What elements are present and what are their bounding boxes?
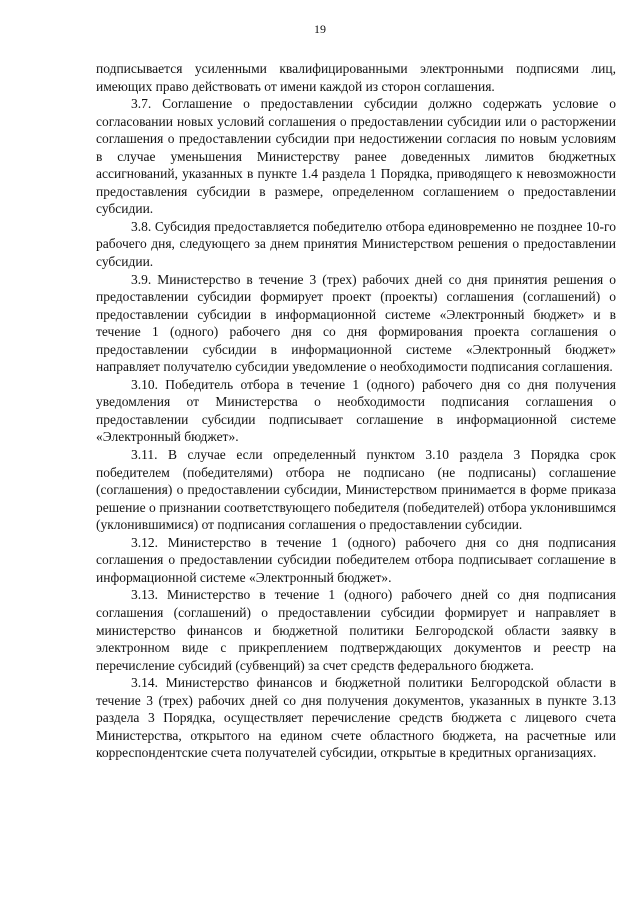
paragraph-3-7: 3.7. Соглашение о предоставлении субсидии должно содержать условие о согласовании новых условий соглашения о предоставлении субсидии или о расторжении соглашения о предоставлении субсидии при недостижении согласия по новым условиям в случае уменьшения Министерству ранее доведенных лимитов бюджетных ассигнований, указанных в пункте 1.4 раздела 1 Порядка, приводящего к невозможности предоставления субсидии в размере, определенном соглашением о предоставлении субсидии. [96,96,616,217]
paragraph-3-8: 3.8. Субсидия предоставляется победителю отбора единовременно не позднее 10-го рабочего дня, следующего за днем принятия Министерством решения о предоставлении субсидии. [96,218,616,270]
paragraph-3-14: 3.14. Министерство финансов и бюджетной политики Белгородской области в течение 3 (трех) рабочих дней со дня получения документов, указанных в пункте 3.13 раздела 3 Порядка, осуществляет перечисление средств бюджета с лицевого счета Министерства, открытого на едином счете областного бюджета, на расчетные или корреспондентские счета получателей субсидии, открытые в кредитных организациях. [96,675,616,761]
paragraph-3-13: 3.13. Министерство в течение 1 (одного) рабочего дней со дня подписания соглашения (соглашений) о предоставлении субсидии формирует и направляет в министерство финансов и бюджетной политики Белгородской области заявку в электронном виде с прикреплением подтверждающих документов и реестр на перечисление субсидий (субвенций) за счет средств федерального бюджета. [96,587,616,673]
paragraph-3-9: 3.9. Министерство в течение 3 (трех) рабочих дней со дня принятия решения о предоставлении субсидии формирует проект (проекты) соглашения (соглашений) о предоставлении субсидии в информационной системе «Электронный бюджет» и в течение 1 (одного) рабочего дня со дня формирования проекта соглашения о предоставлении субсидии в информационной системе «Электронный бюджет» направляет получателю субсидии уведомление о необходимости подписания соглашения. [96,271,616,375]
document-body [96,60,616,762]
paragraph-3-10: 3.10. Победитель отбора в течение 1 (одного) рабочего дня со дня получения уведомления от Министерства о необходимости подписания соглашения о предоставлении субсидии подписывает соглашение в информационной системе «Электронный бюджет». [96,376,616,445]
paragraph-3-11: 3.11. В случае если определенный пунктом 3.10 раздела 3 Порядка срок победителем (победителями) отбора не подписано (не подписаны) соглашение (соглашения) о предоставлении субсидии, Министерством принимается в форме приказа решение о признании соответствующего победителя (победителей) отбора уклонившимся (уклонившимися) от подписания соглашения о предоставлении субсидии. [96,447,616,533]
paragraph-3-12: 3.12. Министерство в течение 1 (одного) рабочего дня со дня подписания соглашения о предоставлении субсидии победителем отбора подписывает соглашение в информационной системе «Электронный бюджет». [96,534,616,585]
page-number: 19 [314,22,326,36]
paragraph-continuation: подписывается усиленными квалифицированными электронными подписями лиц, имеющих право действовать от имени каждой из сторон соглашения. [96,61,616,94]
